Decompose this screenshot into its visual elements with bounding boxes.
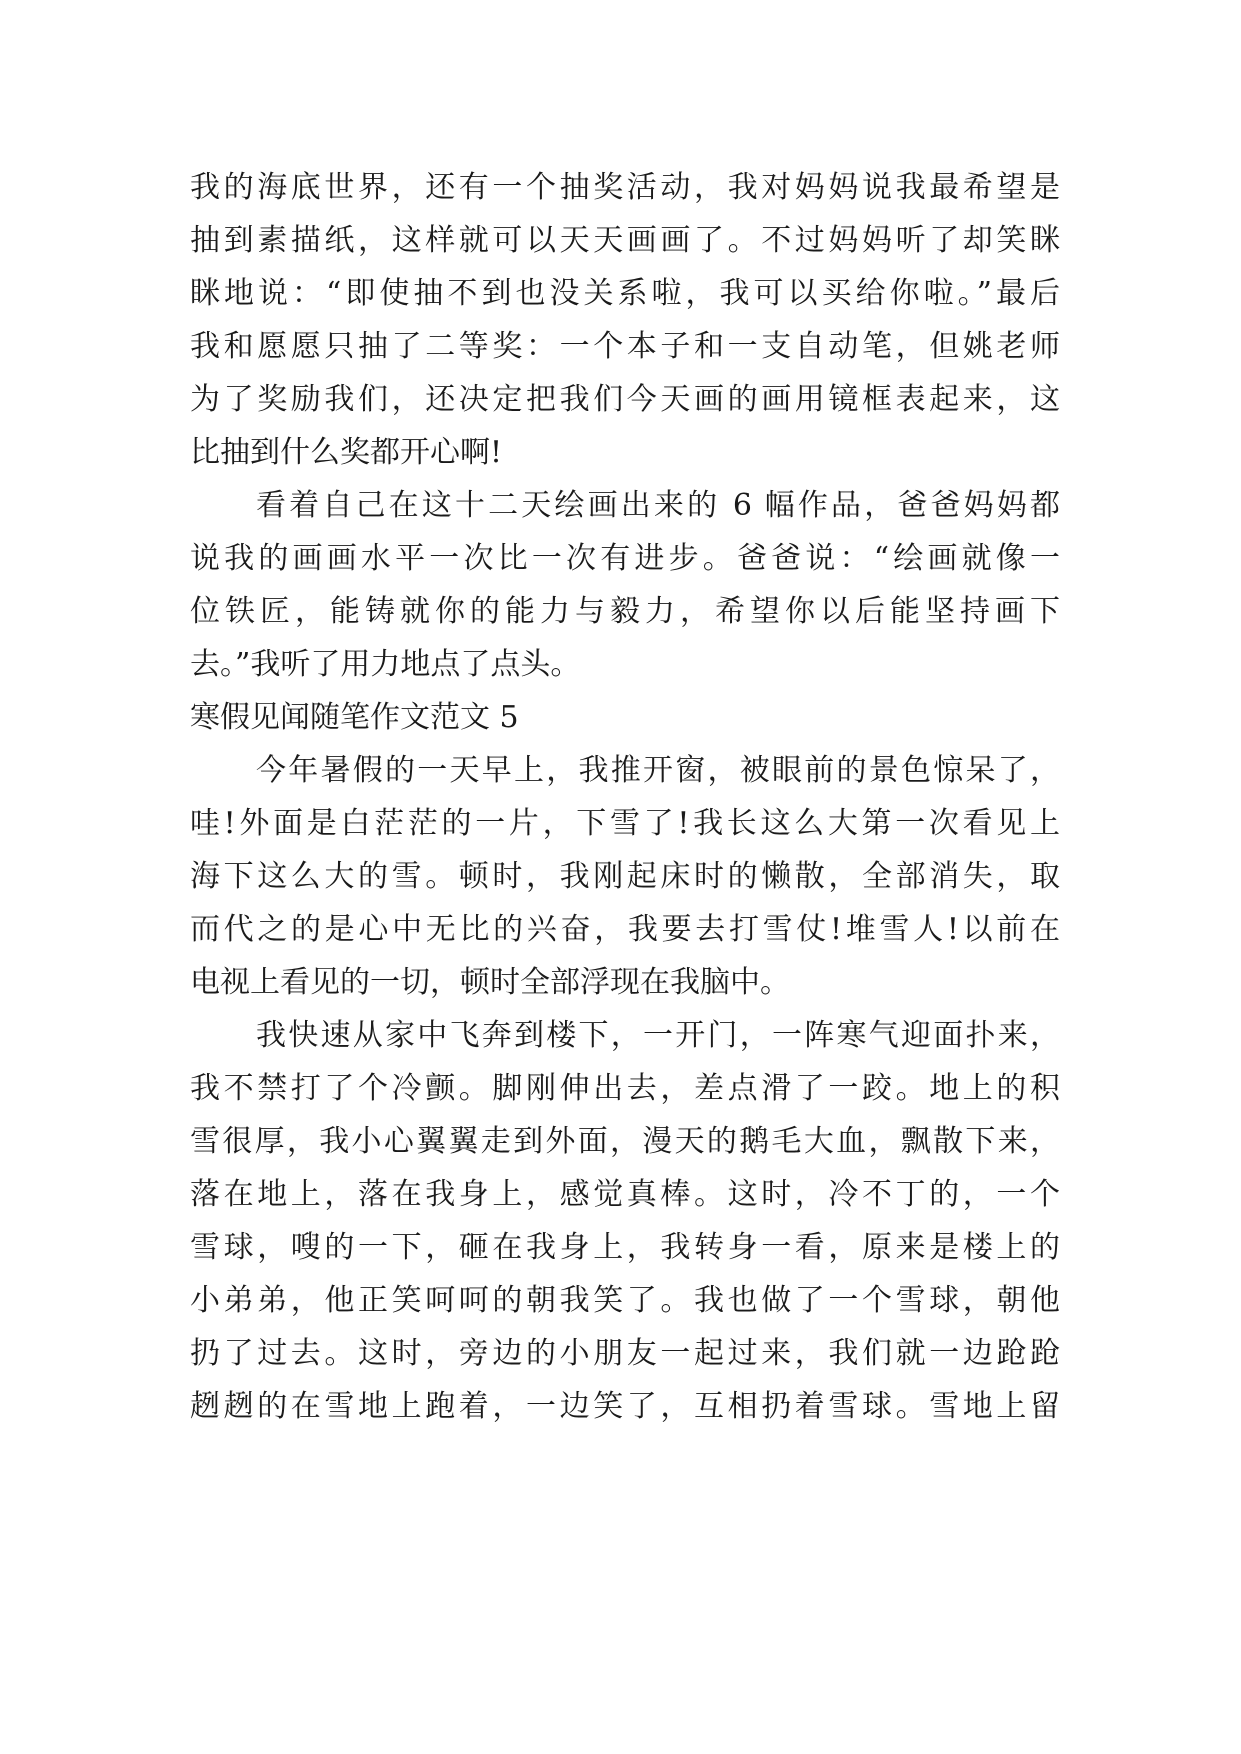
text-line: 我不禁打了个冷颤。脚刚伸出去，差点滑了一跤。地上的积 xyxy=(190,1071,1060,1106)
text-line: 哇!外面是白茫茫的一片，下雪了!我长这么大第一次看见上 xyxy=(190,806,1060,841)
text-line: 今年暑假的一天早上，我推开窗，被眼前的景色惊呆了， xyxy=(256,753,1060,788)
text-line: 我和愿愿只抽了二等奖：一个本子和一支自动笔，但姚老师 xyxy=(190,329,1060,364)
text-line: 看着自己在这十二天绘画出来的 6 幅作品，爸爸妈妈都 xyxy=(256,488,1060,523)
text-line: 抽到素描纸，这样就可以天天画画了。不过妈妈听了却笑眯 xyxy=(190,223,1060,258)
text-line: 位铁匠，能铸就你的能力与毅力，希望你以后能坚持画下 xyxy=(190,594,1060,629)
text-line: 小弟弟，他正笑呵呵的朝我笑了。我也做了一个雪球，朝他 xyxy=(190,1283,1060,1318)
text-line: 而代之的是心中无比的兴奋，我要去打雪仗!堆雪人!以前在 xyxy=(190,912,1060,947)
text-line: 落在地上，落在我身上，感觉真棒。这时，冷不丁的，一个 xyxy=(190,1177,1060,1212)
text-line: 海下这么大的雪。顿时，我刚起床时的懒散，全部消失，取 xyxy=(190,859,1060,894)
text-line: 去。”我听了用力地点了点头。 xyxy=(190,647,581,682)
text-line: 说我的画画水平一次比一次有进步。爸爸说：“绘画就像一 xyxy=(190,541,1060,576)
text-line: 扔了过去。这时，旁边的小朋友一起过来，我们就一边跄跄 xyxy=(190,1336,1060,1371)
text-line: 雪很厚，我小心翼翼走到外面，漫天的鹅毛大血，飘散下来， xyxy=(190,1124,1060,1159)
document-body xyxy=(190,161,1060,1433)
text-line: 电视上看见的一切，顿时全部浮现在我脑中。 xyxy=(190,965,790,1000)
text-line: 我快速从家中飞奔到楼下，一开门，一阵寒气迎面扑来， xyxy=(256,1018,1060,1053)
paragraph-3 xyxy=(190,744,1060,1009)
text-line: 趔趔的在雪地上跑着，一边笑了，互相扔着雪球。雪地上留 xyxy=(190,1389,1060,1424)
paragraph-1 xyxy=(190,161,1060,479)
paragraph-4 xyxy=(190,1009,1060,1433)
text-line: 为了奖励我们，还决定把我们今天画的画用镜框表起来，这 xyxy=(190,382,1060,417)
text-line: 我的海底世界，还有一个抽奖活动，我对妈妈说我最希望是 xyxy=(190,170,1060,205)
section-title: 寒假见闻随笔作文范文 5 xyxy=(190,700,519,735)
paragraph-2 xyxy=(190,479,1060,691)
text-line: 眯地说：“即使抽不到也没关系啦，我可以买给你啦。”最后 xyxy=(190,276,1060,311)
text-line: 比抽到什么奖都开心啊! xyxy=(190,435,503,470)
text-line: 雪球，嗖的一下，砸在我身上，我转身一看，原来是楼上的 xyxy=(190,1230,1060,1265)
